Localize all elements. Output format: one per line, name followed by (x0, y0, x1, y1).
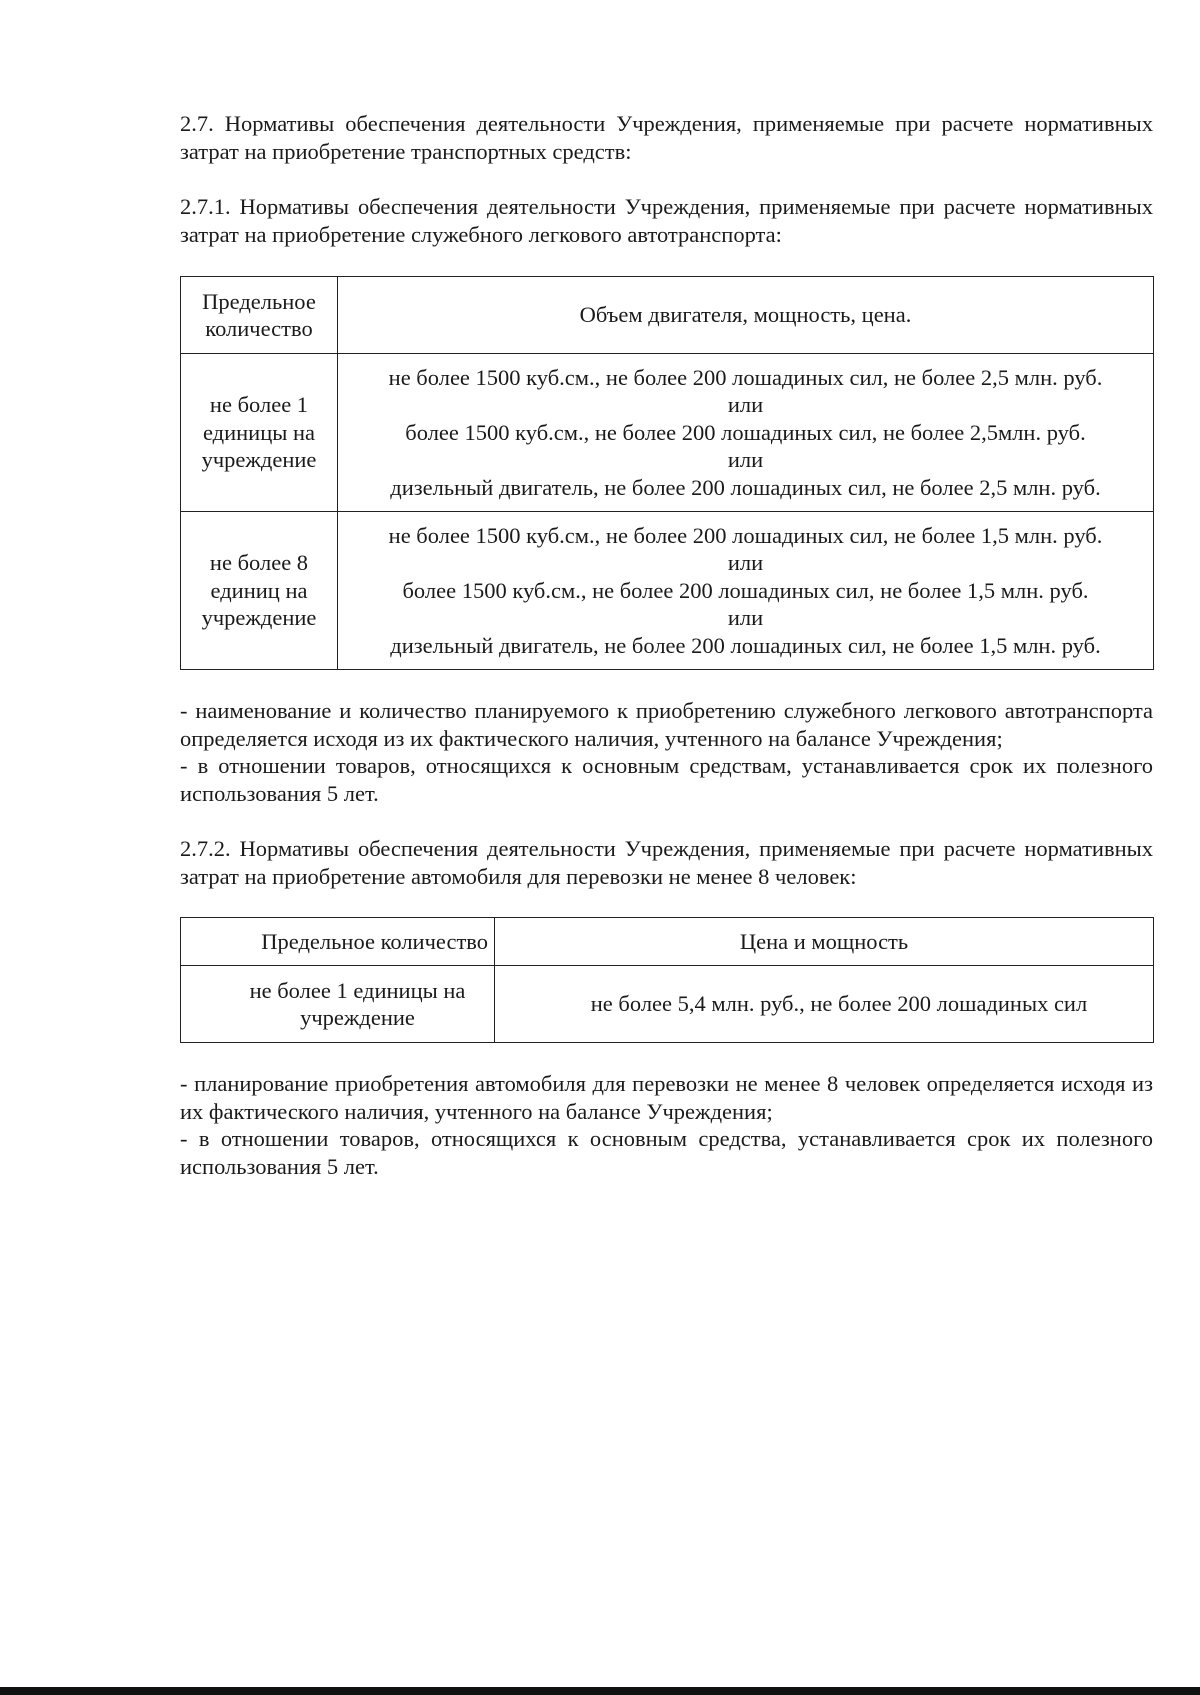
column-header-specs: Цена и мощность (495, 918, 1154, 966)
spec-option: дизельный двигатель, не более 200 лошадиных сил, не более 1,5 млн. руб. (390, 632, 1101, 658)
column-header-quantity: Предельное количество (181, 277, 338, 354)
table-row (181, 354, 1154, 512)
scan-bottom-edge (0, 1687, 1200, 1695)
note-paragraph: - планирование приобретения автомобиля для перевозки не менее 8 человек определяется исходя из их фактического наличия, учтенного на балансе Учреждения; (180, 1071, 1153, 1124)
note-paragraph: - наименование и количество планируемого к приобретению служебного легкового автотранспорта определяется исходя из их фактического наличия, учтенного на балансе Учреждения; (180, 698, 1153, 751)
table-row (181, 966, 1154, 1043)
quantity-cell: не более 1 единицы на учреждение (181, 354, 338, 512)
document-page (180, 110, 1153, 1180)
column-header-quantity: Предельное количество (181, 918, 495, 966)
section-2-7-1-heading: 2.7.1. Нормативы обеспечения деятельности Учреждения, применяемые при расчете нормативных затрат на приобретение служебного легкового автотранспорта: (180, 194, 1153, 247)
note-paragraph: - в отношении товаров, относящихся к основным средства, устанавливается срок их полезного использования 5 лет. (180, 1126, 1153, 1179)
spec-option: более 1500 куб.см., не более 200 лошадиных сил, не более 1,5 млн. руб. (402, 577, 1089, 603)
specs-cell: не более 5,4 млн. руб., не более 200 лошадиных сил (495, 966, 1154, 1043)
spec-separator: или (727, 392, 764, 418)
quantity-cell: не более 1 единицы на учреждение (181, 966, 495, 1043)
spec-separator: или (727, 605, 764, 631)
spec-separator: или (727, 550, 764, 576)
section-2-7-heading: 2.7. Нормативы обеспечения деятельности Учреждения, применяемые при расчете нормативных затрат на приобретение транспортных средств: (180, 111, 1153, 164)
note-paragraph: - в отношении товаров, относящихся к основным средствам, устанавливается срок их полезного использования 5 лет. (180, 753, 1153, 806)
passenger-car-norms-table (180, 276, 1154, 670)
table-row (181, 512, 1154, 670)
quantity-cell: не более 8 единиц на учреждение (181, 512, 338, 670)
minibus-norms-table (180, 917, 1154, 1043)
spec-option: не более 1500 куб.см., не более 200 лошадиных сил, не более 1,5 млн. руб. (388, 522, 1103, 548)
spec-separator: или (727, 447, 764, 473)
specs-cell (338, 512, 1154, 670)
spec-option: не более 1500 куб.см., не более 200 лошадиных сил, не более 2,5 млн. руб. (388, 364, 1103, 390)
spec-option: более 1500 куб.см., не более 200 лошадиных сил, не более 2,5млн. руб. (405, 419, 1086, 445)
specs-cell (338, 354, 1154, 512)
section-2-7-2-heading: 2.7.2. Нормативы обеспечения деятельности Учреждения, применяемые при расчете нормативных затрат на приобретение автомобиля для перевозки не менее 8 человек: (180, 836, 1153, 889)
spec-option: дизельный двигатель, не более 200 лошадиных сил, не более 2,5 млн. руб. (390, 474, 1101, 500)
table-header-row (181, 918, 1154, 966)
table-header-row (181, 277, 1154, 354)
column-header-specs: Объем двигателя, мощность, цена. (338, 277, 1154, 354)
